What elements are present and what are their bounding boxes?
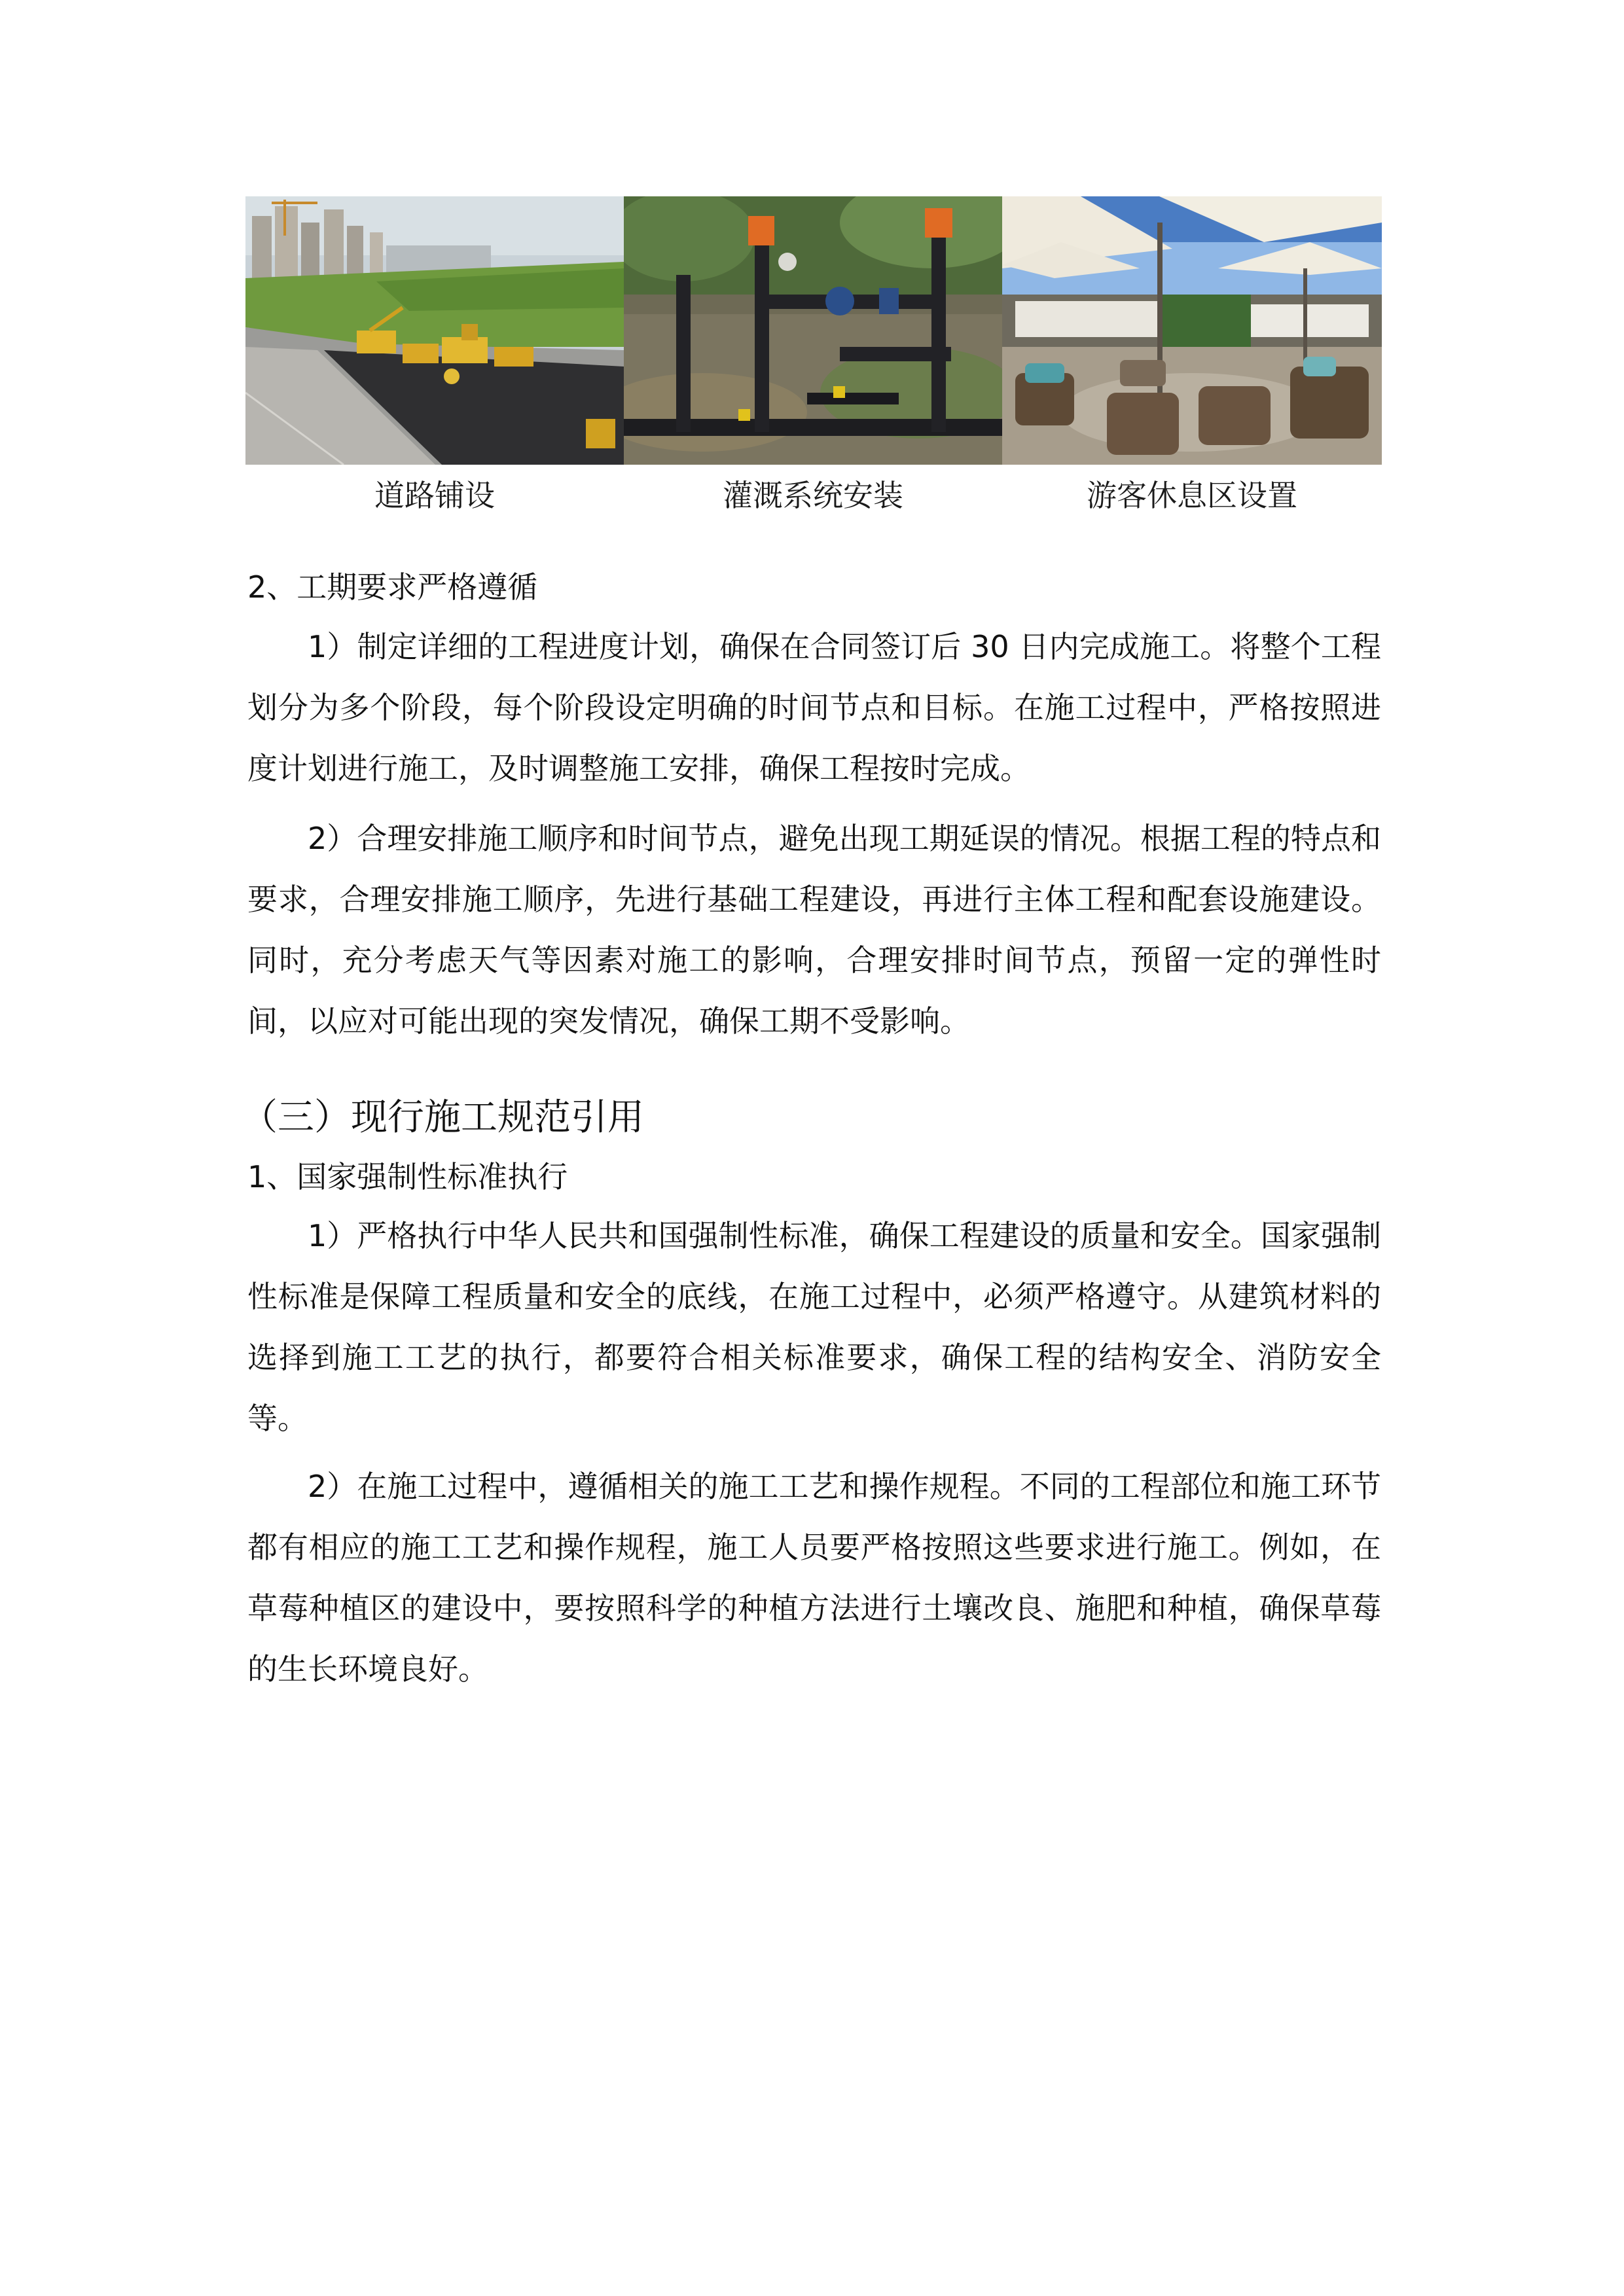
standard-heading: 1、国家强制性标准执行 <box>247 1159 568 1194</box>
road-paving-photo <box>245 196 624 465</box>
irrigation-system-photo <box>624 196 1002 465</box>
schedule-paragraph-1: 1）制定详细的工程进度计划，确保在合同签订后 30 日内完成施工。将整个工程划分为多个阶段，每个阶段设定明确的时间节点和目标。在施工过程中，严格按照进度计划进行施工，及时调整施工安排，确保工程按时完成。 <box>247 629 1381 786</box>
standard-paragraph-1: 1）严格执行中华人民共和国强制性标准，确保工程建设的质量和安全。国家强制性标准是保障工程质量和安全的底线，在施工过程中，必须严格遵守。从建筑材料的选择到施工工艺的执行，都要符合相关标准要求，确保工程的结构安全、消防安全等。 <box>247 1218 1381 1436</box>
standard-paragraph-2: 2）在施工过程中，遵循相关的施工工艺和操作规程。不同的工程部位和施工环节都有相应的施工工艺和操作规程，施工人员要严格按照这些要求进行施工。例如，在草莓种植区的建设中，要按照科学的种植方法进行土壤改良、施肥和种植，确保草莓的生长环境良好。 <box>247 1469 1381 1687</box>
figure-caption-irrigation: 灌溉系统安装 <box>723 478 903 513</box>
schedule-heading: 2、工期要求严格遵循 <box>247 569 538 605</box>
figure-caption-rest-area: 游客休息区设置 <box>1087 478 1297 513</box>
section-title: （三）现行施工规范引用 <box>241 1096 644 1139</box>
figure-caption-road-paving: 道路铺设 <box>374 478 495 513</box>
schedule-paragraph-2: 2）合理安排施工顺序和时间节点，避免出现工期延误的情况。根据工程的特点和要求，合理安排施工顺序，先进行基础工程建设，再进行主体工程和配套设施建设。同时，充分考虑天气等因素对施工的影响，合理安排时间节点，预留一定的弹性时间，以应对可能出现的突发情况，确保工期不受影响。 <box>247 821 1381 1039</box>
visitor-rest-area-photo <box>1002 196 1382 465</box>
